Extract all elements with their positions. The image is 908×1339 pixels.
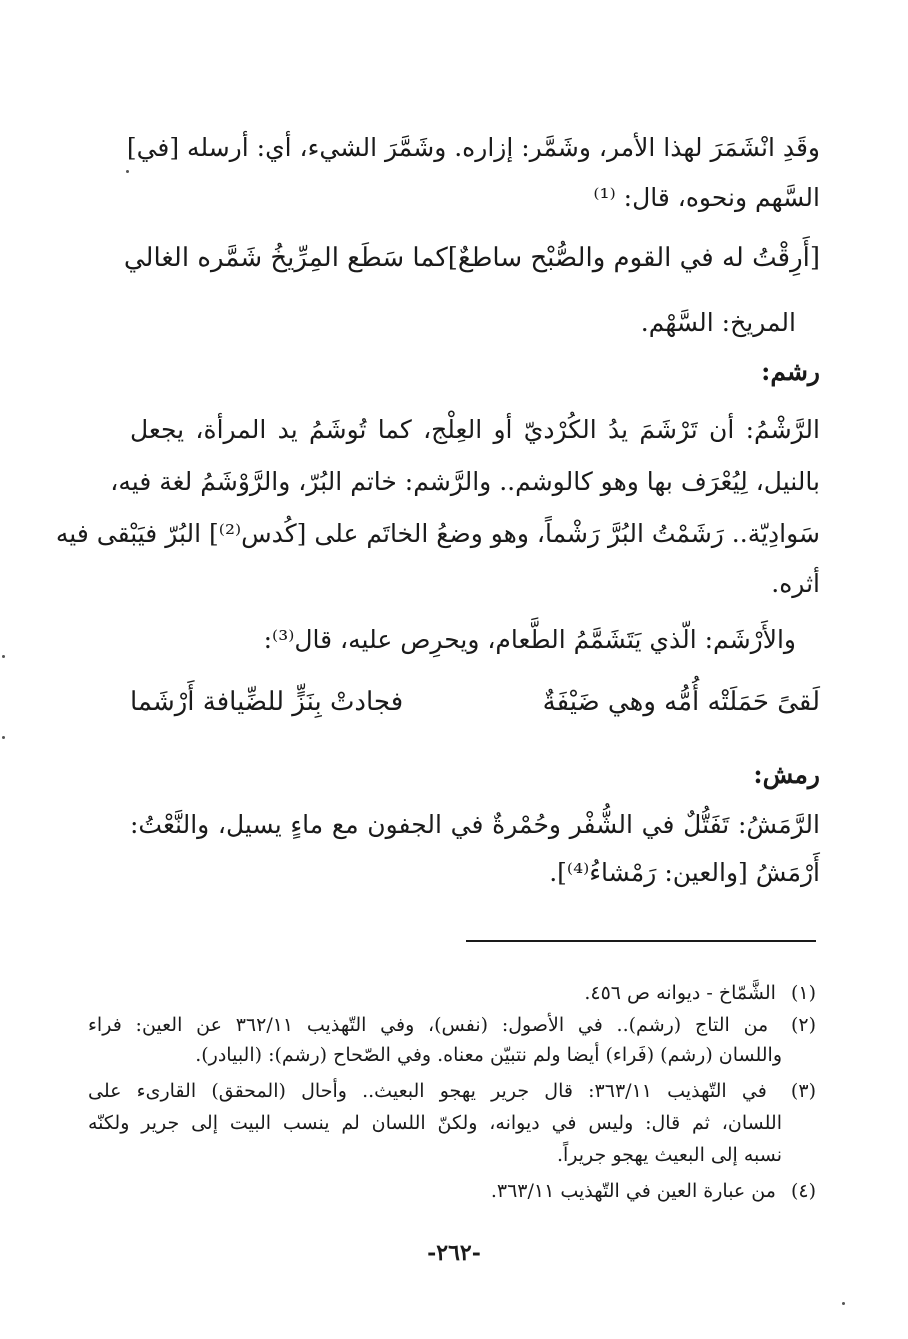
footnote-3-continued-1: [88, 1108, 782, 1138]
verse-1-second-half: كما سَطَع المِرِّيخُ شَمَّره الغالي: [123, 243, 448, 273]
footnote-4: [88, 1176, 816, 1206]
footnote-text: اللسان، ثم قال: وليس في ديوانه، ولكنّ اللسان لم ينسب البيت إلى جرير ولكنّه: [88, 1112, 782, 1134]
footnote-text: من التاج (رشم).. في الأصول: (نفس)، وفي التّهذيب ٣٦٢/١١ عن العين: فراء: [88, 1014, 769, 1036]
body-line-3: المريخ: السَّهْم.: [640, 308, 796, 337]
scan-speck: [2, 736, 5, 739]
body-line-9: الرَّمَشُ: تَفَتُّلٌ في الشُّفْر وحُمْرةٌ في الجفون مع ماءٍ يسيل، والنَّعْتُ:: [130, 810, 820, 839]
scan-speck: [2, 655, 5, 658]
footnote-text: في التّهذيب ٣٦٣/١١: قال جرير يهجو البعيث.. وأحال (المحقق) القارىء على: [88, 1080, 767, 1102]
footnote-text: نسبه إلى البعيث يهجو جريراً.: [556, 1144, 782, 1166]
footnote-3: [88, 1076, 816, 1106]
body-line-6: سَوادِيّة.. رَشَمْتُ البُرَّ رَشْماً، وهو وضعُ الخاتَم على [كُدس⁽²⁾] البُرّ فيَبْقى فيه: [55, 519, 820, 548]
verse-1: [123, 238, 820, 278]
body-line-10: أَرْمَشُ [والعين: رَمْشاءُ⁽⁴⁾].: [549, 858, 820, 887]
body-line-1: وقَدِ انْشَمَرَ لهذا الأمر، وشَمَّر: إزاره. وشَمَّرَ الشيء، أي: أرسله [في]: [126, 133, 820, 162]
body-line-2: السَّهم ونحوه، قال: ⁽¹⁾: [593, 183, 820, 212]
footnote-text: واللسان (رشم) (فَراء) أيضا ولم نتبيّن معناه. وفي الصّحاح (رشم): (البيادر).: [195, 1044, 782, 1066]
footnote-2-continued: [88, 1040, 782, 1070]
body-line-5: بالنيل، لِيُعْرَف بها وهو كالوشم.. والرَّشم: خاتم البُرّ، والرَّوْشَمُ لغة فيه،: [110, 467, 820, 496]
body-line-7: أثره.: [771, 569, 820, 598]
page-number: -٢٦٢-: [427, 1240, 481, 1266]
entry-heading-ramash: رمش:: [753, 760, 820, 789]
scan-speck: [126, 170, 129, 173]
footnote-number: (٤): [790, 1180, 816, 1202]
footnote-number: (٢): [790, 1014, 816, 1036]
body-line-4: الرَّشْمُ: أن تَرْشَمَ يدُ الكُرْديّ أو العِلْج، كما تُوشَمُ يد المرأة، يجعل: [130, 415, 820, 444]
footnote-3-continued-2: [88, 1140, 782, 1170]
footnote-text: الشَّمّاخ - ديوانه ص ٤٥٦.: [584, 982, 776, 1004]
body-line-8: والأَرْشَم: الّذي يَتَشَمَّمُ الطَّعام، ويحرِص عليه، قال⁽³⁾:: [263, 625, 796, 654]
footnote-separator: [466, 940, 816, 942]
footnote-2: [88, 1010, 816, 1040]
verse-1-first-half: [أَرِقْتُ له في القوم والصُّبْح ساطعٌ]: [447, 243, 820, 273]
entry-heading-rashm: رشم:: [761, 357, 820, 386]
footnote-text: من عبارة العين في التّهذيب ٣٦٣/١١.: [490, 1180, 776, 1202]
verse-2: [130, 682, 820, 722]
footnote-1: [88, 978, 816, 1008]
footnote-number: (١): [790, 982, 816, 1004]
footnote-number: (٣): [790, 1080, 816, 1102]
verse-2-first-half: لَقىً حَمَلَتْه أُمُّه وهي ضَيْفَةٌ: [542, 687, 820, 717]
verse-2-second-half: فجادتْ بِنَزٍّ للضِّيافة أَرْشَما: [130, 687, 404, 717]
scan-speck: [842, 1302, 845, 1305]
